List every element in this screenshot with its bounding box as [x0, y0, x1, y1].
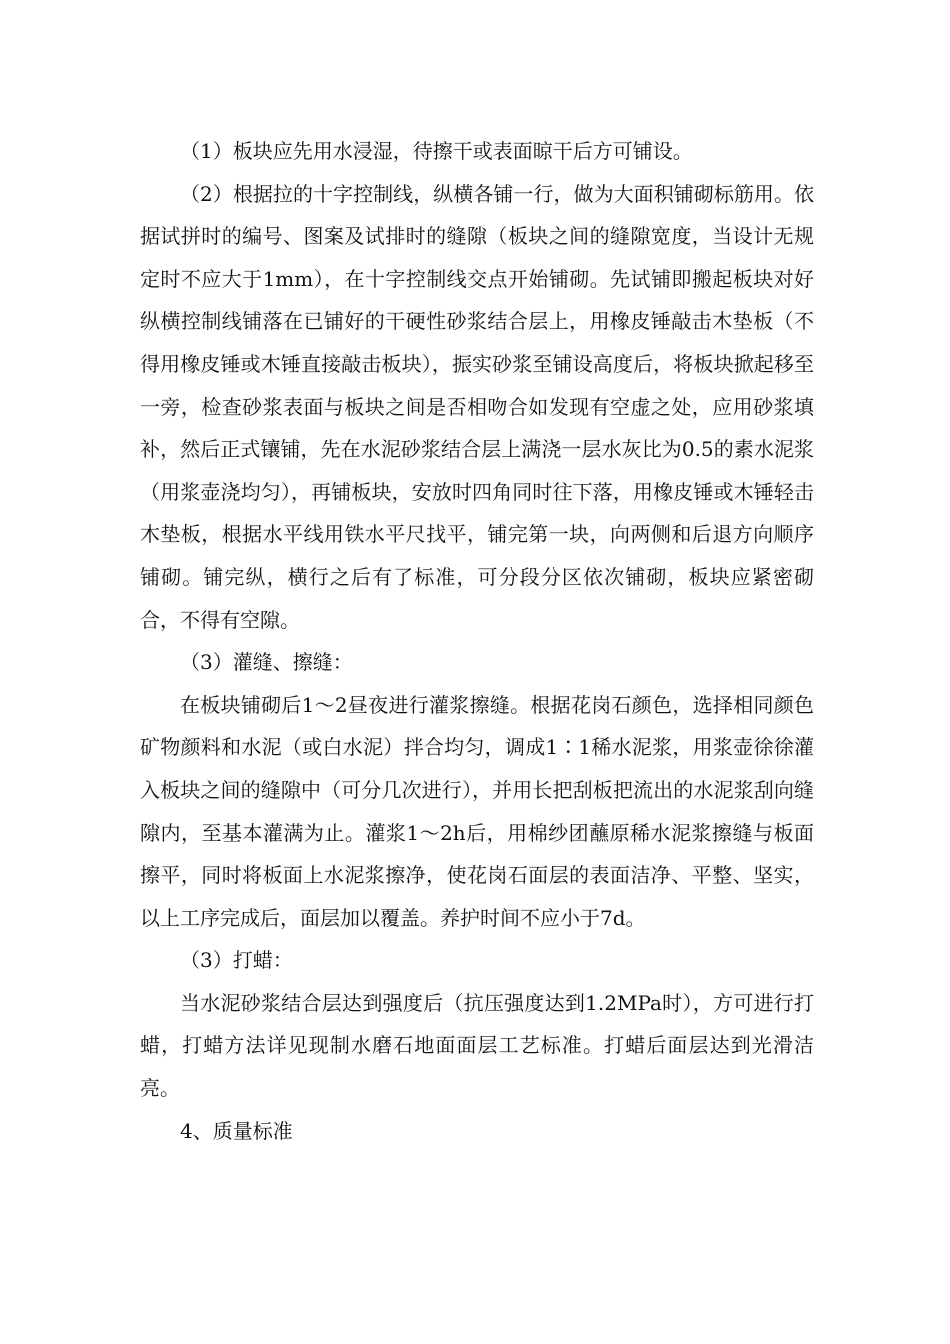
- paragraph-waxing: 当水泥砂浆结合层达到强度后（抗压强度达到1.2MPa时），方可进行打蜡，打蜡方法详见现制水磨石地面面层工艺标准。打蜡后面层达到光滑洁亮。: [140, 990, 814, 1101]
- paragraph-step-2: （2）根据拉的十字控制线，纵横各铺一行，做为大面积铺砌标筋用。依据试拼时的编号、图案及试排时的缝隙（板块之间的缝隙宽度，当设计无规定时不应大于1mm），在十字控制线交点开始铺砌。先试铺即搬起板块对好纵横控制线铺落在已铺好的干硬性砂浆结合层上，用橡皮锤敲击木垫板（不得用橡皮锤或木锤直接敲击板块），振实砂浆至铺设高度后，将板块掀起移至一旁，检查砂浆表面与板块之间是否相吻合如发现有空虚之处，应用砂浆填补，然后正式镶铺，先在水泥砂浆结合层上满浇一层水灰比为0.5的素水泥浆（用浆壶浇均匀），再铺板块，安放时四角同时往下落，用橡皮锤或木锤轻击木垫板，根据水平线用铁水平尺找平，铺完第一块，向两侧和后退方向顺序铺砌。铺完纵，横行之后有了标准，可分段分区依次铺砌，板块应紧密砌合，不得有空隙。: [140, 181, 814, 632]
- paragraph-grouting: 在板块铺砌后1～2昼夜进行灌浆擦缝。根据花岗石颜色，选择相同颜色矿物颜料和水泥（或白水泥）拌合均匀，调成1∶1稀水泥浆，用浆壶徐徐灌入板块之间的缝隙中（可分几次进行），并用长把刮板把流出的水泥浆刮向缝隙内，至基本灌满为止。灌浆1～2h后，用棉纱团蘸原稀水泥浆擦缝与板面擦平，同时将板面上水泥浆擦净，使花岗石面层的表面洁净、平整、坚实，以上工序完成后，面层加以覆盖。养护时间不应小于7d。: [140, 692, 814, 930]
- heading-quality-standard: 4、质量标准: [180, 1118, 293, 1143]
- paragraph-step-1: （1）板块应先用水浸湿，待擦干或表面晾干后方可铺设。: [180, 139, 693, 163]
- heading-grouting: （3）灌缝、擦缝：: [180, 650, 353, 675]
- heading-waxing: （3）打蜡：: [180, 948, 293, 973]
- document-body: [140, 130, 814, 1152]
